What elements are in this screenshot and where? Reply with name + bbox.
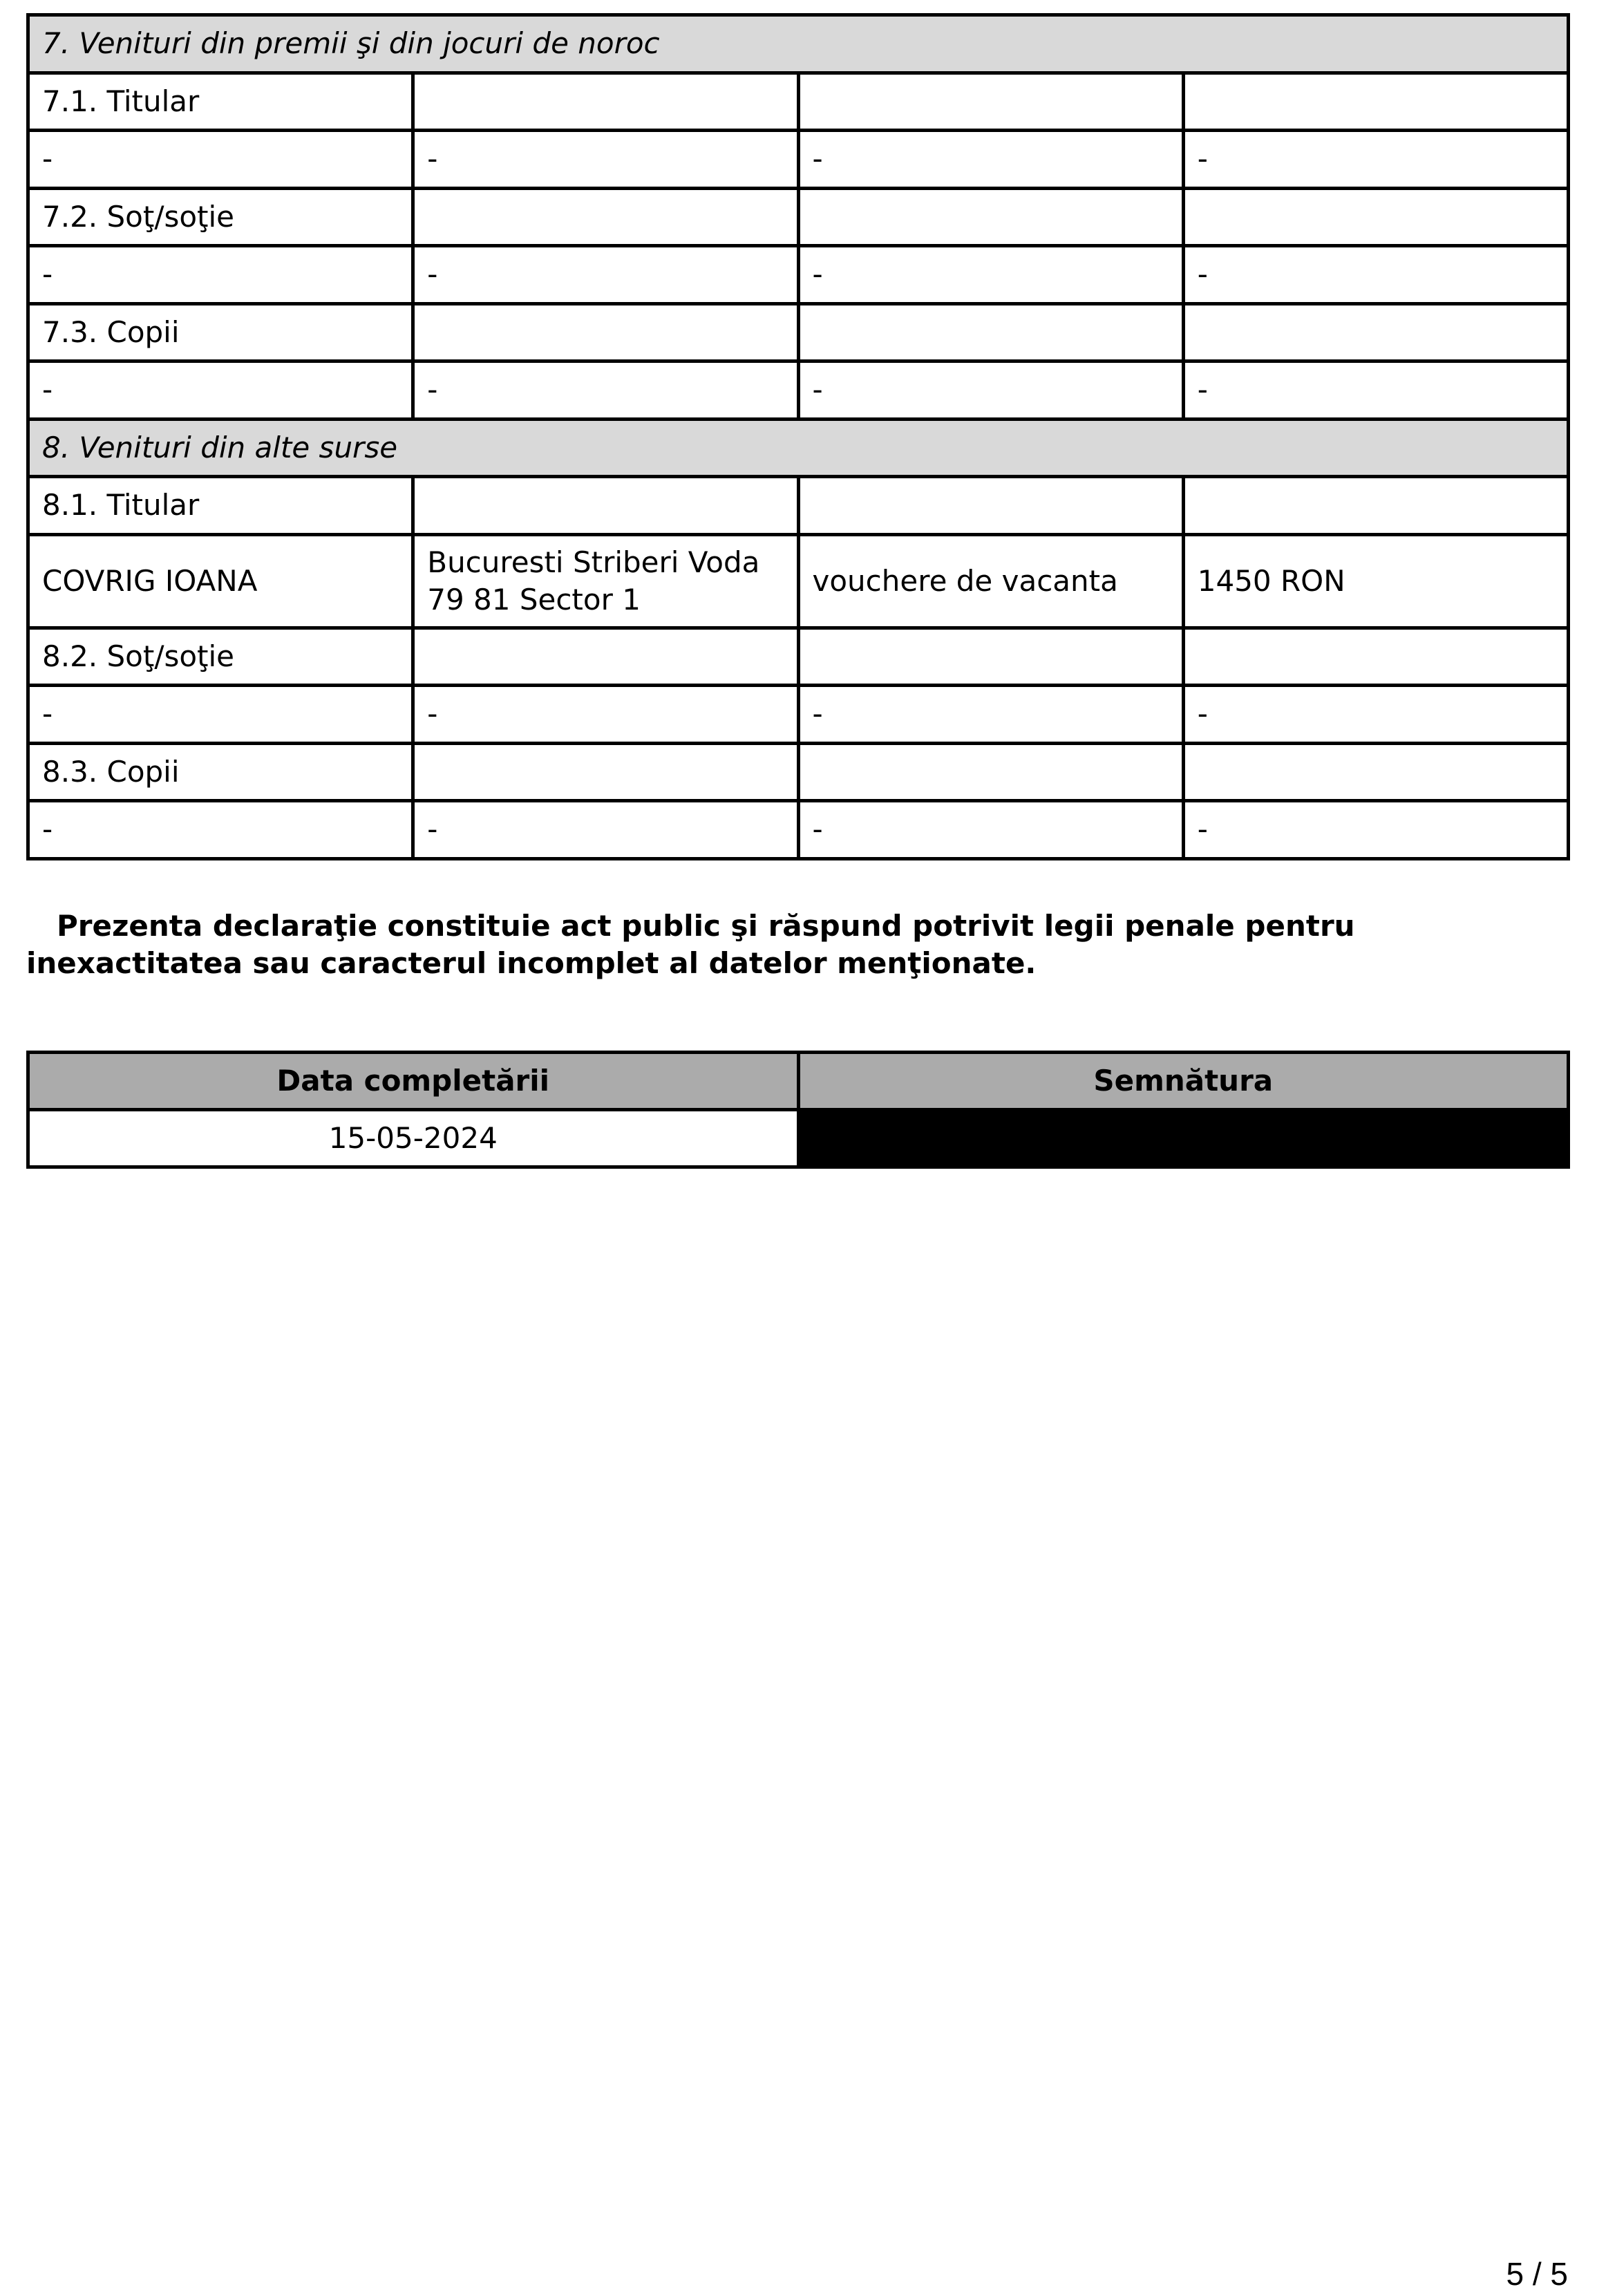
- table-cell: -: [28, 131, 413, 189]
- table-cell: [798, 743, 1183, 801]
- table-cell: -: [413, 686, 798, 744]
- table-row: [28, 477, 1569, 535]
- table-row: [28, 801, 1569, 859]
- table-cell: -: [1183, 246, 1568, 304]
- section-8-title: 8. Venituri din alte surse: [28, 419, 1569, 477]
- section-7-title: 7. Venituri din premii şi din jocuri de noroc: [28, 15, 1569, 73]
- table-cell: [1183, 73, 1568, 131]
- page-number: 5 / 5: [1506, 2256, 1568, 2292]
- source-address-cell: Bucuresti Striberi Voda 79 81 Sector 1: [413, 534, 798, 628]
- table-cell: [413, 188, 798, 246]
- table-cell: -: [798, 686, 1183, 744]
- row-label-8-1: 8.1. Titular: [28, 477, 413, 535]
- table-cell: [413, 303, 798, 361]
- table-row: [28, 73, 1569, 131]
- completion-date: 15-05-2024: [28, 1110, 799, 1167]
- table-row: [28, 188, 1569, 246]
- date-header: Data completării: [28, 1053, 799, 1110]
- signature-header: Semnătura: [798, 1053, 1569, 1110]
- signature-value-row: [28, 1110, 1569, 1167]
- signature-redacted: [798, 1110, 1569, 1167]
- table-cell: -: [1183, 686, 1568, 744]
- table-row: [28, 534, 1569, 628]
- row-label-7-2: 7.2. Soţ/soţie: [28, 188, 413, 246]
- signature-header-row: [28, 1053, 1569, 1110]
- table-cell: -: [413, 246, 798, 304]
- table-cell: -: [413, 361, 798, 420]
- table-cell: [798, 477, 1183, 535]
- table-cell: [1183, 303, 1568, 361]
- table-row: [28, 743, 1569, 801]
- table-row: [28, 628, 1569, 686]
- row-label-8-3: 8.3. Copii: [28, 743, 413, 801]
- table-cell: -: [1183, 131, 1568, 189]
- table-cell: -: [413, 801, 798, 859]
- table-cell: -: [28, 361, 413, 420]
- row-label-7-3: 7.3. Copii: [28, 303, 413, 361]
- table-row: [28, 686, 1569, 744]
- table-cell: [798, 73, 1183, 131]
- income-amount-cell: 1450 RON: [1183, 534, 1568, 628]
- table-row: [28, 246, 1569, 304]
- table-cell: [1183, 743, 1568, 801]
- signature-table: [26, 1051, 1570, 1169]
- table-cell: -: [798, 131, 1183, 189]
- section-7-header-row: [28, 15, 1569, 73]
- table-row: [28, 131, 1569, 189]
- table-cell: [1183, 188, 1568, 246]
- table-cell: -: [1183, 361, 1568, 420]
- table-row: [28, 361, 1569, 420]
- table-cell: [413, 73, 798, 131]
- table-row: [28, 303, 1569, 361]
- declaration-text: [26, 907, 1570, 982]
- table-cell: [413, 743, 798, 801]
- table-cell: -: [798, 246, 1183, 304]
- table-cell: -: [798, 361, 1183, 420]
- table-cell: -: [28, 801, 413, 859]
- row-label-7-1: 7.1. Titular: [28, 73, 413, 131]
- table-cell: -: [1183, 801, 1568, 859]
- income-type-cell: vouchere de vacanta: [798, 534, 1183, 628]
- table-cell: -: [413, 131, 798, 189]
- table-cell: [798, 303, 1183, 361]
- table-cell: -: [798, 801, 1183, 859]
- table-cell: -: [28, 686, 413, 744]
- section-8-header-row: [28, 419, 1569, 477]
- table-cell: [413, 628, 798, 686]
- income-table: [26, 13, 1570, 860]
- table-cell: [1183, 628, 1568, 686]
- declaration-statement: Prezenta declaraţie constituie act public şi răspund potrivit legii penale pentru inexactitatea sau caracterul incomplet al datelor menţionate.: [26, 909, 1355, 980]
- table-cell: [798, 188, 1183, 246]
- holder-name-cell: COVRIG IOANA: [28, 534, 413, 628]
- table-cell: -: [28, 246, 413, 304]
- table-cell: [1183, 477, 1568, 535]
- table-cell: [798, 628, 1183, 686]
- table-cell: [413, 477, 798, 535]
- row-label-8-2: 8.2. Soţ/soţie: [28, 628, 413, 686]
